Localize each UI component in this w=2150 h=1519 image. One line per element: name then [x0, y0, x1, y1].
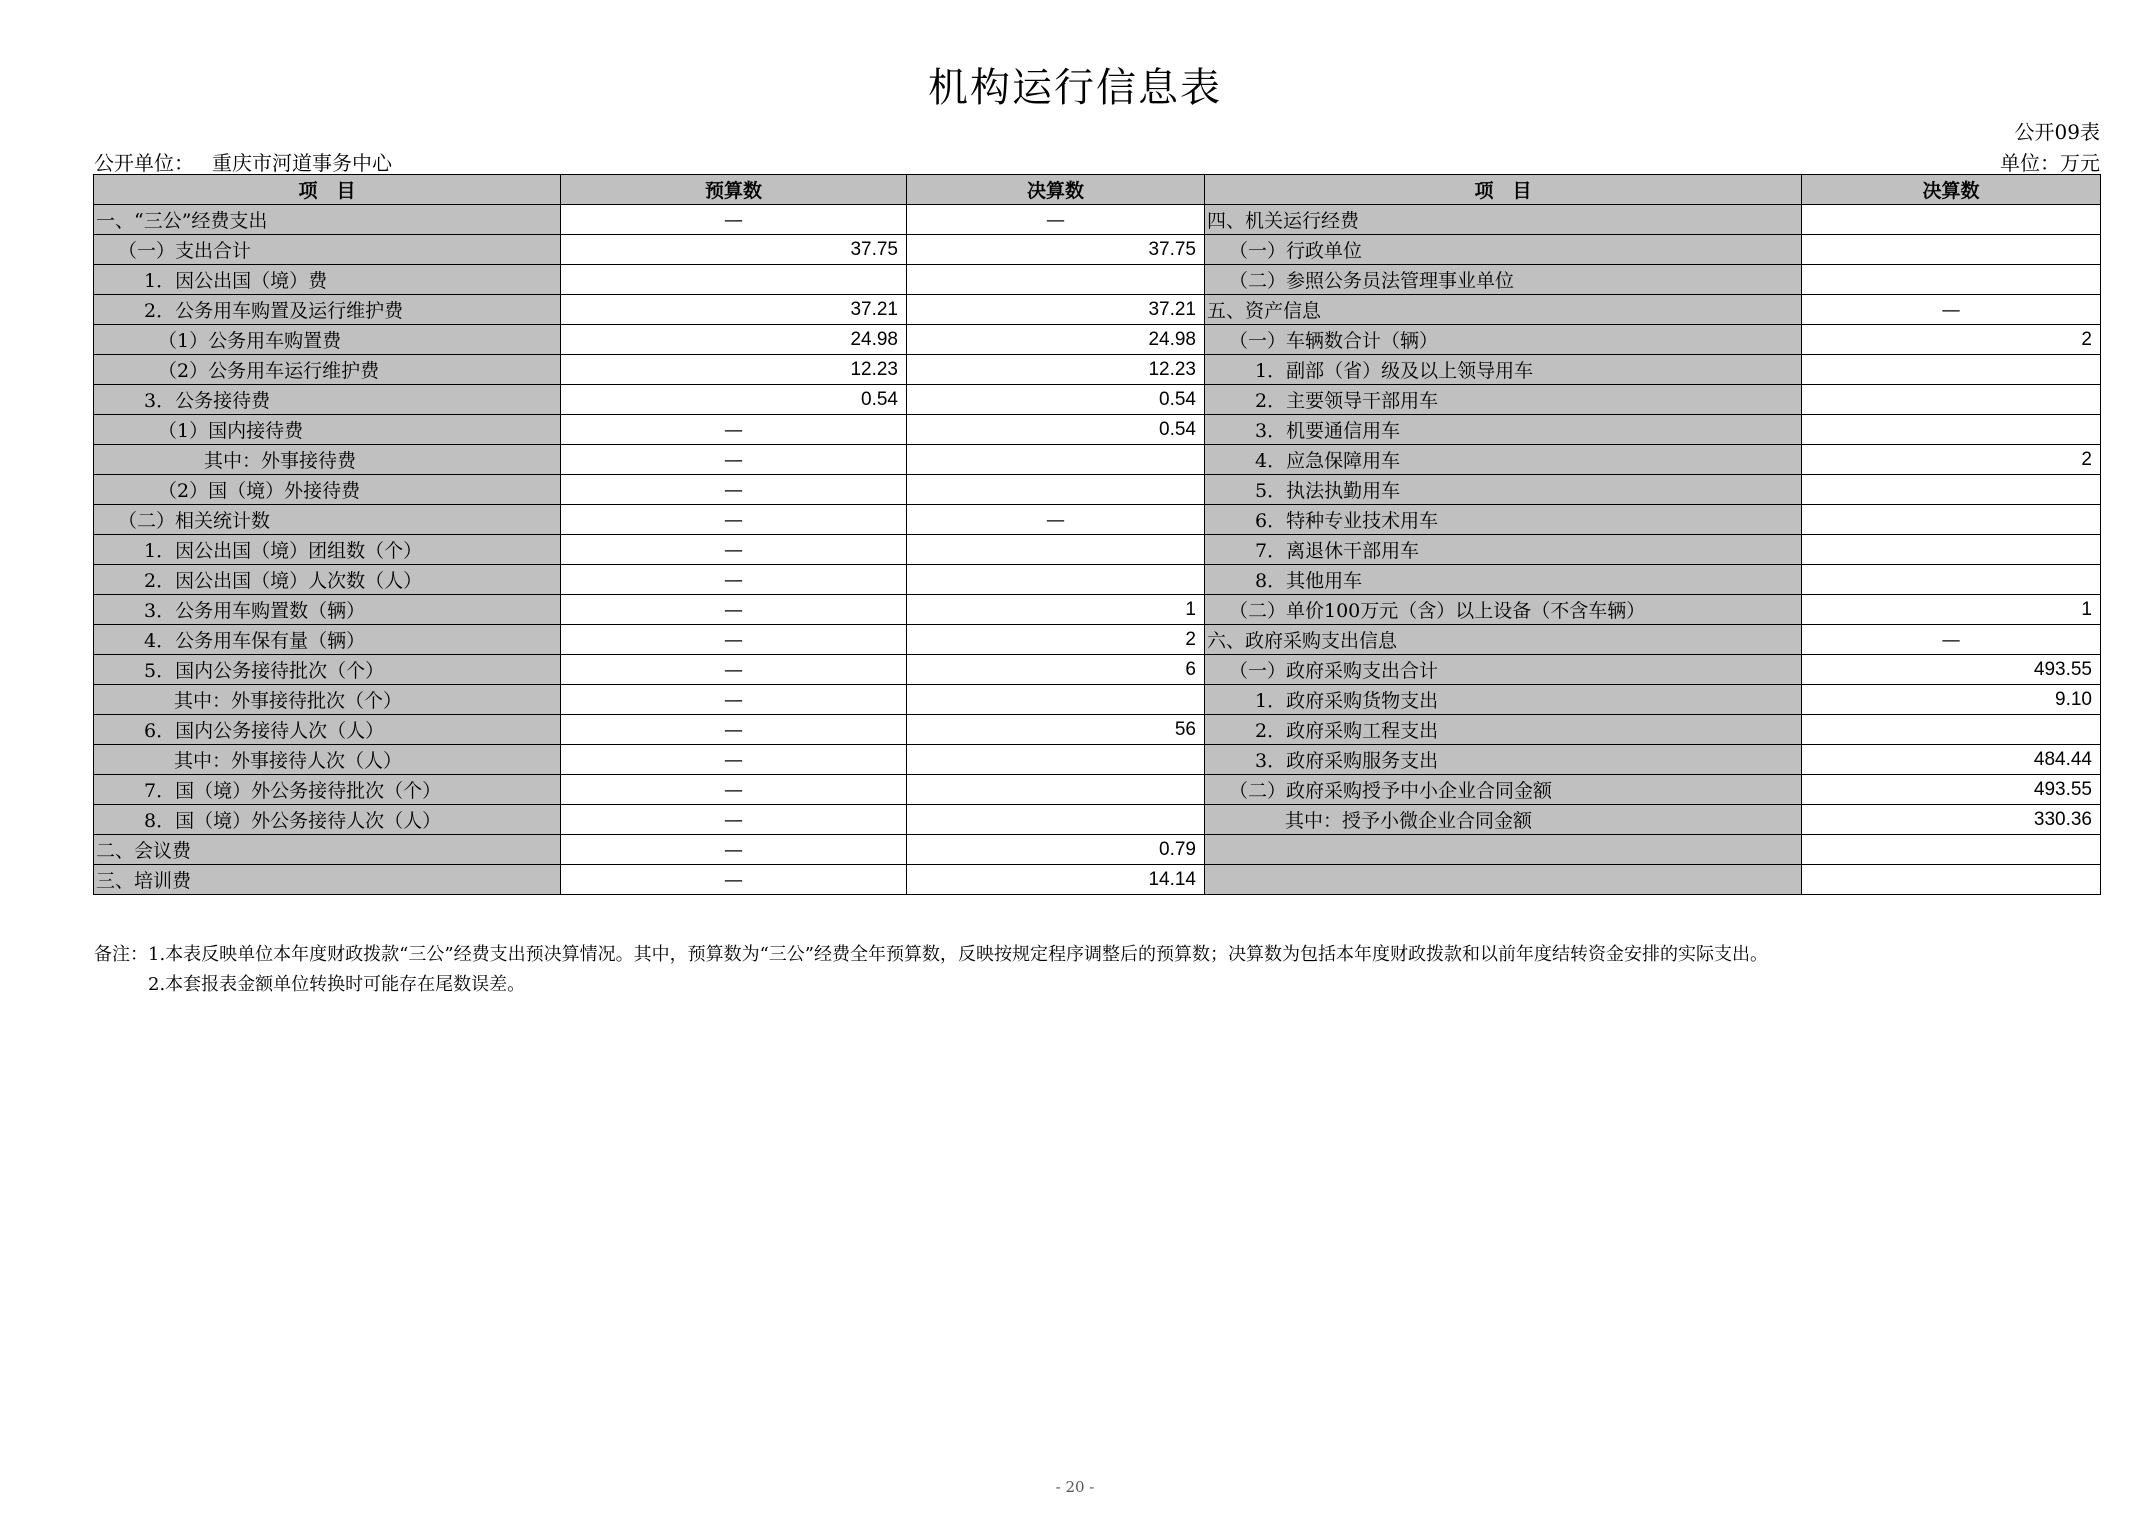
left-item-cell: 7．国（境）外公务接待批次（个） [94, 775, 561, 805]
left-item-cell: 2．因公出国（境）人次数（人） [94, 565, 561, 595]
right-item-cell: 四、机关运行经费 [1205, 205, 1802, 235]
left-item-cell: 其中：外事接待批次（个） [94, 685, 561, 715]
form-number: 公开09表 [2014, 120, 2100, 144]
final-right-cell: 1 [1802, 595, 2101, 625]
budget-cell: — [561, 865, 907, 895]
left-item-cell: （1）国内接待费 [94, 415, 561, 445]
left-item-cell: 二、会议费 [94, 835, 561, 865]
right-item-cell: 8．其他用车 [1205, 565, 1802, 595]
final-right-cell [1802, 865, 2101, 895]
right-item-cell: 1．政府采购货物支出 [1205, 685, 1802, 715]
final-right-cell: — [1802, 625, 2101, 655]
left-item-cell: 1．因公出国（境）团组数（个） [94, 535, 561, 565]
budget-cell: — [561, 475, 907, 505]
final-left-cell: 1 [907, 595, 1205, 625]
final-right-cell [1802, 505, 2101, 535]
budget-cell: — [561, 625, 907, 655]
final-right-cell [1802, 355, 2101, 385]
final-left-cell: 14.14 [907, 865, 1205, 895]
table-row [94, 415, 2101, 445]
table-row [94, 805, 2101, 835]
budget-cell: 37.75 [561, 235, 907, 265]
final-right-cell: 493.55 [1802, 655, 2101, 685]
final-left-cell [907, 445, 1205, 475]
final-left-cell: 37.75 [907, 235, 1205, 265]
table-row [94, 445, 2101, 475]
final-left-cell: — [907, 505, 1205, 535]
table-header-row [94, 175, 2101, 205]
budget-cell: — [561, 685, 907, 715]
budget-cell: — [561, 505, 907, 535]
table-row [94, 535, 2101, 565]
final-left-cell: 6 [907, 655, 1205, 685]
table-row [94, 745, 2101, 775]
right-item-cell: （一）行政单位 [1205, 235, 1802, 265]
final-right-cell [1802, 265, 2101, 295]
table-row [94, 835, 2101, 865]
header-final-left: 决算数 [907, 175, 1205, 205]
left-item-cell: （一）支出合计 [94, 235, 561, 265]
right-item-cell: （一）政府采购支出合计 [1205, 655, 1802, 685]
budget-cell: — [561, 445, 907, 475]
final-right-cell: — [1802, 295, 2101, 325]
right-item-cell: 1．副部（省）级及以上领导用车 [1205, 355, 1802, 385]
right-item-cell: 3．机要通信用车 [1205, 415, 1802, 445]
budget-cell: — [561, 775, 907, 805]
left-item-cell: 其中：外事接待费 [94, 445, 561, 475]
right-item-cell: （二）参照公务员法管理事业单位 [1205, 265, 1802, 295]
final-right-cell [1802, 475, 2101, 505]
final-left-cell: 12.23 [907, 355, 1205, 385]
final-left-cell: — [907, 205, 1205, 235]
right-item-cell: 4．应急保障用车 [1205, 445, 1802, 475]
final-left-cell: 0.54 [907, 385, 1205, 415]
table-row [94, 385, 2101, 415]
final-right-cell: 493.55 [1802, 775, 2101, 805]
left-item-cell: 三、培训费 [94, 865, 561, 895]
final-left-cell [907, 775, 1205, 805]
table-row [94, 625, 2101, 655]
final-right-cell [1802, 565, 2101, 595]
note-1: 备注：1.本表反映单位本年度财政拨款“三公”经费支出预决算情况。其中，预算数为“三公”经费全年预算数，反映按规定程序调整后的预算数；决算数为包括本年度财政拨款和以前年度结转资金安排的实际支出。 [94, 944, 1768, 965]
budget-cell [561, 265, 907, 295]
right-item-cell: 6．特种专业技术用车 [1205, 505, 1802, 535]
final-left-cell [907, 535, 1205, 565]
currency-unit: 单位：万元 [2000, 151, 2100, 175]
right-item-cell: 五、资产信息 [1205, 295, 1802, 325]
final-right-cell: 2 [1802, 325, 2101, 355]
right-item-cell: 六、政府采购支出信息 [1205, 625, 1802, 655]
final-left-cell [907, 685, 1205, 715]
left-item-cell: 6．国内公务接待人次（人） [94, 715, 561, 745]
left-item-cell: 其中：外事接待人次（人） [94, 745, 561, 775]
budget-cell: — [561, 715, 907, 745]
table-row [94, 865, 2101, 895]
table-row [94, 655, 2101, 685]
final-right-cell [1802, 205, 2101, 235]
budget-cell: — [561, 565, 907, 595]
table-row [94, 595, 2101, 625]
final-right-cell [1802, 535, 2101, 565]
left-item-cell: 1．因公出国（境）费 [94, 265, 561, 295]
unit-info [94, 147, 392, 176]
left-item-cell: （1）公务用车购置费 [94, 325, 561, 355]
table-row [94, 235, 2101, 265]
note-2: 2.本套报表金额单位转换时可能存在尾数误差。 [148, 974, 526, 995]
final-right-cell [1802, 835, 2101, 865]
right-item-cell: （一）车辆数合计（辆） [1205, 325, 1802, 355]
final-left-cell [907, 805, 1205, 835]
budget-cell: — [561, 595, 907, 625]
left-item-cell: （2）国（境）外接待费 [94, 475, 561, 505]
left-item-cell: 5．国内公务接待批次（个） [94, 655, 561, 685]
left-item-cell: 3．公务用车购置数（辆） [94, 595, 561, 625]
table-row [94, 325, 2101, 355]
final-right-cell: 2 [1802, 445, 2101, 475]
table-row [94, 685, 2101, 715]
table-row [94, 565, 2101, 595]
final-left-cell: 0.54 [907, 415, 1205, 445]
budget-cell: 0.54 [561, 385, 907, 415]
final-left-cell [907, 475, 1205, 505]
operation-info-table [93, 174, 2101, 895]
final-right-cell: 9.10 [1802, 685, 2101, 715]
right-item-cell: 5．执法执勤用车 [1205, 475, 1802, 505]
right-item-cell [1205, 865, 1802, 895]
right-item-cell [1205, 835, 1802, 865]
budget-cell: — [561, 655, 907, 685]
page-number: - 20 - [1055, 1478, 1095, 1496]
final-left-cell [907, 265, 1205, 295]
final-right-cell [1802, 235, 2101, 265]
table-row [94, 355, 2101, 385]
left-item-cell: 2．公务用车购置及运行维护费 [94, 295, 561, 325]
left-item-cell: 8．国（境）外公务接待人次（人） [94, 805, 561, 835]
header-item-left: 项 目 [94, 175, 561, 205]
right-item-cell: 2．主要领导干部用车 [1205, 385, 1802, 415]
budget-cell: — [561, 835, 907, 865]
final-left-cell [907, 745, 1205, 775]
header-budget: 预算数 [561, 175, 907, 205]
left-item-cell: （二）相关统计数 [94, 505, 561, 535]
table-row [94, 475, 2101, 505]
table-row [94, 295, 2101, 325]
budget-cell: — [561, 805, 907, 835]
unit-label: 公开单位： [94, 151, 194, 175]
final-left-cell [907, 565, 1205, 595]
budget-cell: — [561, 205, 907, 235]
table-row [94, 265, 2101, 295]
budget-cell: — [561, 415, 907, 445]
budget-cell: 24.98 [561, 325, 907, 355]
budget-cell: 37.21 [561, 295, 907, 325]
final-right-cell [1802, 415, 2101, 445]
table-row [94, 505, 2101, 535]
table-row [94, 715, 2101, 745]
right-item-cell: 其中：授予小微企业合同金额 [1205, 805, 1802, 835]
left-item-cell: 3．公务接待费 [94, 385, 561, 415]
right-item-cell: （二）政府采购授予中小企业合同金额 [1205, 775, 1802, 805]
header-final-right: 决算数 [1802, 175, 2101, 205]
left-item-cell: 4．公务用车保有量（辆） [94, 625, 561, 655]
budget-cell: — [561, 535, 907, 565]
table-row [94, 775, 2101, 805]
budget-cell: — [561, 745, 907, 775]
right-item-cell: 3．政府采购服务支出 [1205, 745, 1802, 775]
right-item-cell: （二）单价100万元（含）以上设备（不含车辆） [1205, 595, 1802, 625]
final-right-cell [1802, 715, 2101, 745]
final-left-cell: 56 [907, 715, 1205, 745]
final-right-cell [1802, 385, 2101, 415]
budget-cell: 12.23 [561, 355, 907, 385]
left-item-cell: 一、“三公”经费支出 [94, 205, 561, 235]
final-right-cell: 330.36 [1802, 805, 2101, 835]
table-row [94, 205, 2101, 235]
table-body [94, 205, 2101, 895]
right-item-cell: 2．政府采购工程支出 [1205, 715, 1802, 745]
right-item-cell: 7．离退休干部用车 [1205, 535, 1802, 565]
left-item-cell: （2）公务用车运行维护费 [94, 355, 561, 385]
final-right-cell: 484.44 [1802, 745, 2101, 775]
final-left-cell: 24.98 [907, 325, 1205, 355]
final-left-cell: 37.21 [907, 295, 1205, 325]
page-title: 机构运行信息表 [928, 65, 1222, 111]
final-left-cell: 2 [907, 625, 1205, 655]
final-left-cell: 0.79 [907, 835, 1205, 865]
header-item-right: 项 目 [1205, 175, 1802, 205]
unit-name: 重庆市河道事务中心 [212, 151, 392, 175]
